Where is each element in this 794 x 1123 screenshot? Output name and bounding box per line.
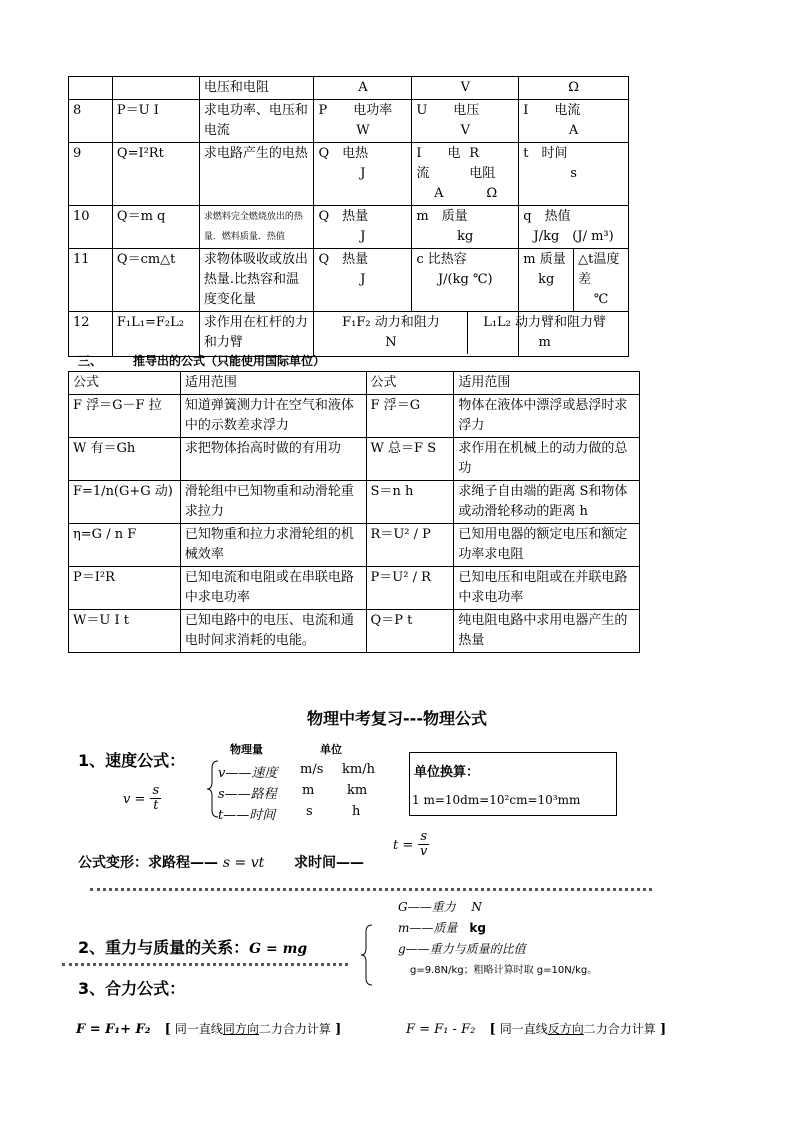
table-row: 电压和电阻 A V Ω [69, 77, 629, 100]
table-row: 10 Q＝m q 求燃料完全燃烧放出的热量．燃料质量．热值 Q 热量 J m 质量 kg q 热值 J/kg (J/ m³) [69, 206, 629, 249]
g-def: g——重力与质量的比值 [398, 942, 526, 956]
use-cell: 电压和电阻 [199, 77, 314, 100]
table-row: W＝U I t 已知电路中的电压、电流和通电时间求消耗的电能。 Q＝P t 纯电阻电路中求用电器产生的热量 [69, 610, 640, 653]
page-title: 物理中考复习---物理公式 [307, 709, 487, 728]
table-row: η=G / n F 已知物重和拉力求滑轮组的机械效率 R＝U² / P 已知用电器的额定电压和额定功率求电阻 [69, 524, 640, 567]
unit-column-label: 单位 [320, 743, 342, 756]
formula-variants: 公式变形：求路程—— s = vt 求时间—— [78, 855, 364, 871]
table-row: 11 Q＝cm△t 求物体吸收或放出热量.比热容和温度变化量 Q 热量 J c 比热容 J/(kg ℃) m 质量 kg △t温度差 ℃ [69, 249, 629, 312]
unit-conversion-box: 单位换算： 1 m=10dm=10²cm=10³mm [409, 752, 617, 816]
g-value: g=9.8N/kg；粗略计算时取 g=10N/kg。 [410, 965, 598, 976]
resultant-opposite-direction: F = F₁ - F₂ [ 同一直线反方向二力合力计算 ] [406, 1022, 667, 1037]
gravity-brace [360, 924, 374, 986]
time-formula: t = $\frac{s}{v}$ [393, 829, 428, 859]
table-row: W 有＝Gh 求把物体抬高时做的有用功 W 总＝F S 求作用在机械上的动力做的总功 [69, 438, 640, 481]
gravity-heading: 2、重力与质量的关系：G = mg [78, 938, 308, 957]
table-header-row: 公式 适用范围 公式 适用范围 [69, 372, 640, 395]
time-def: t——时间 [218, 808, 276, 823]
table-row: F=1/n(G+G 动) 滑轮组中已知物重和动滑轮重求拉力 S＝n h 求绳子自由端的距离 S和物体或动滑轮移动的距离 h [69, 481, 640, 524]
table-row: 12 F₁L₁=F₂L₂ 求作用在杠杆的力和力臂 F₁F₂ 动力和阻力 N L₁L₂ 动力臂和阻力臂 m [69, 312, 629, 357]
speed-heading: 1、速度公式： [78, 751, 186, 770]
table-row: P＝I²R 已知电流和电阻或在串联电路中求电功率 P＝U² / R 已知电压和电阻或在并联电路中求电功率 [69, 567, 640, 610]
dotted-separator [90, 888, 652, 891]
velocity-def: v——速度 [218, 766, 278, 781]
distance-def: s——路程 [218, 787, 277, 802]
section-three-heading: 三、 推导出的公式（只能使用国际单位） [78, 354, 326, 368]
table-row: F 浮＝G－F 拉 知道弹簧测力计在空气和液体中的示数差求浮力 F 浮＝G 物体在液体中漂浮或悬浮时求浮力 [69, 395, 640, 438]
resultant-same-direction: F = F₁+ F₂ [ 同一直线同方向二力合力计算 ] [76, 1022, 342, 1037]
table-row: 9 Q=I²Rt 求电路产生的电热 Q 电热 J I 电流 A R 电阻 Ω t 时间 s [69, 143, 629, 206]
table-row: 8 P＝U I 求电功率、电压和电流 P 电功率 W U 电压 V I 电流 A [69, 100, 629, 143]
resultant-heading: 3、合力公式： [78, 979, 186, 998]
derived-formula-table [68, 371, 640, 653]
formula-table-upper [68, 76, 629, 357]
gravity-def: G——重力 N [398, 900, 482, 914]
speed-formula: v = $\frac{s}{t}$ [123, 783, 160, 813]
dotted-separator-short [62, 963, 348, 966]
mass-def: m——质量 [398, 921, 470, 935]
quantity-column-label: 物理量 [230, 743, 263, 756]
